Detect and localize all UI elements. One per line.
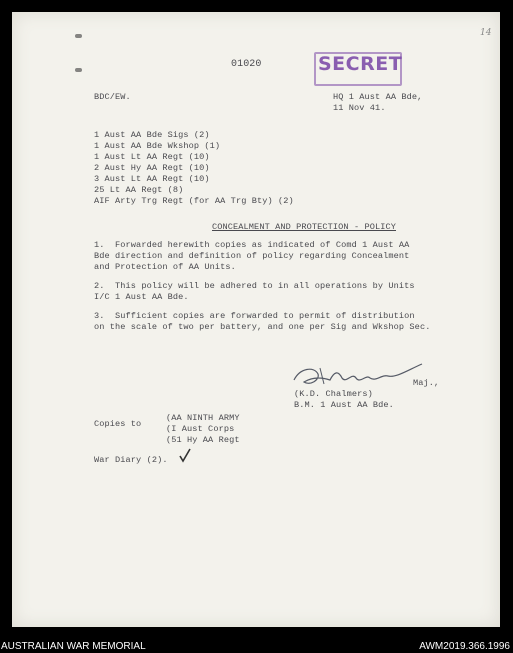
paragraph-1-line: Bde direction and definition of policy regarding Concealment <box>94 251 410 261</box>
secret-stamp: SECRET <box>318 53 403 75</box>
paragraph-3-line: 3. Sufficient copies are forwarded to permit of distribution <box>94 311 415 321</box>
copies-label: Copies to <box>94 419 142 429</box>
paragraph-2-line: 2. This policy will be adhered to in all operations by Units <box>94 281 415 291</box>
signer-title: B.M. 1 Aust AA Bde. <box>294 400 394 410</box>
punch-hole <box>75 34 82 38</box>
copies-item: (51 Hy AA Regt <box>166 435 240 445</box>
distribution-item: 1 Aust AA Bde Sigs (2) <box>94 130 210 140</box>
document-number: 01020 <box>231 59 262 70</box>
check-mark-icon <box>178 447 192 463</box>
copies-item: (AA NINTH ARMY <box>166 413 240 423</box>
distribution-item: 2 Aust Hy AA Regt (10) <box>94 163 210 173</box>
signer-rank: Maj., <box>413 378 440 388</box>
subject-heading: CONCEALMENT AND PROTECTION - POLICY <box>212 222 396 232</box>
footer-accession-number: AWM2019.366.1996 <box>419 641 510 652</box>
paragraph-2-line: I/C 1 Aust AA Bde. <box>94 292 189 302</box>
footer-institution: AUSTRALIAN WAR MEMORIAL <box>1 641 146 652</box>
handwritten-page-number: 14 <box>480 28 492 38</box>
distribution-item: 25 Lt AA Regt (8) <box>94 185 184 195</box>
distribution-item: 1 Aust Lt AA Regt (10) <box>94 152 210 162</box>
paragraph-1-line: 1. Forwarded herewith copies as indicated of Comd 1 Aust AA <box>94 240 410 250</box>
paragraph-3-line: on the scale of two per battery, and one per Sig and Wkshop Sec. <box>94 322 431 332</box>
copies-item: (I Aust Corps <box>166 424 235 434</box>
from-line-1: HQ 1 Aust AA Bde, <box>333 92 423 102</box>
from-line-2: 11 Nov 41. <box>333 103 386 113</box>
distribution-item: 3 Aust Lt AA Regt (10) <box>94 174 210 184</box>
reference: BDC/EW. <box>94 92 131 102</box>
paragraph-1-line: and Protection of AA Units. <box>94 262 236 272</box>
punch-hole <box>75 68 82 72</box>
distribution-item: 1 Aust AA Bde Wkshop (1) <box>94 141 221 151</box>
distribution-item: AIF Arty Trg Regt (for AA Trg Bty) (2) <box>94 196 294 206</box>
war-diary: War Diary (2). <box>94 455 168 465</box>
signer-name: (K.D. Chalmers) <box>294 389 373 399</box>
